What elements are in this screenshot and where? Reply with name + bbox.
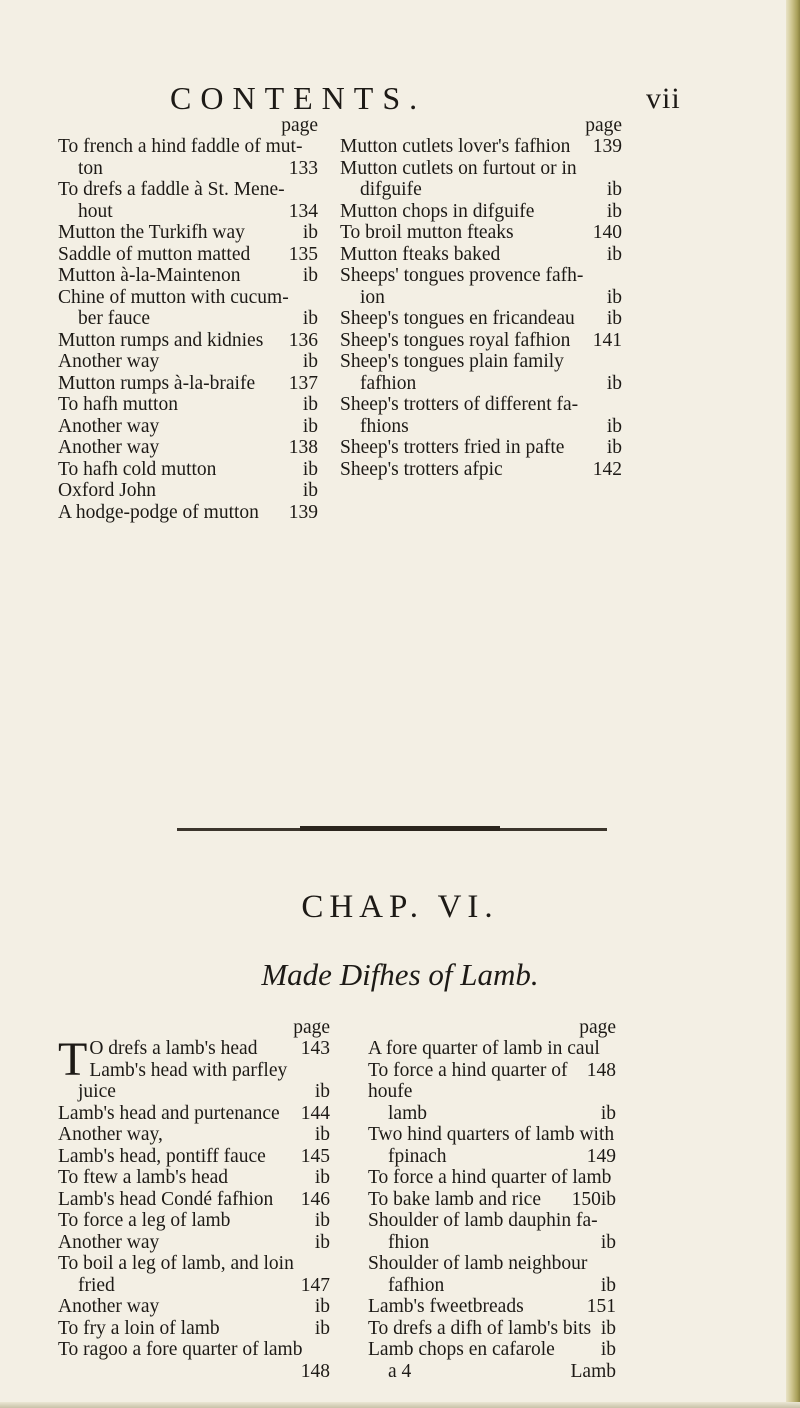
contents-entry bbox=[58, 1124, 330, 1146]
entry-title-text: fafhion bbox=[360, 372, 417, 394]
divider-rule-thick bbox=[300, 826, 500, 831]
entry-page: ib bbox=[302, 394, 318, 415]
entry-page: 141 bbox=[592, 329, 622, 351]
entry-title-text: ber fauce bbox=[78, 308, 150, 329]
entry-title-text: fhion bbox=[388, 1231, 430, 1253]
contents-column-bottom-right bbox=[368, 1018, 616, 1382]
entry-title-text: Another way bbox=[58, 415, 160, 437]
contents-entry bbox=[340, 158, 622, 201]
entry-page: ib bbox=[302, 480, 318, 501]
entry-title-text: A fore quarter of lamb in caul bbox=[368, 1038, 600, 1059]
entry-title-line bbox=[368, 1296, 616, 1318]
entry-title-line bbox=[58, 1275, 330, 1297]
entry-title-text: Chine of mutton with cucum- bbox=[58, 286, 289, 308]
contents-entry bbox=[58, 1146, 330, 1168]
entry-page: ib bbox=[600, 1102, 616, 1124]
entry-title-text: Lamb's head Condé fafhion bbox=[58, 1188, 274, 1210]
header-title: CONTENTS. bbox=[170, 80, 427, 116]
entry-title-line bbox=[58, 1232, 330, 1254]
entry-title-text: Sheep's trotters afpic bbox=[340, 458, 503, 480]
entry-title-line bbox=[340, 373, 622, 395]
contents-entry bbox=[58, 244, 318, 266]
entry-title-text: Sheeps' tongues provence fafh- bbox=[340, 265, 584, 286]
contents-entry bbox=[368, 1318, 616, 1340]
entry-page: ib bbox=[600, 1274, 616, 1296]
entry-page: ib bbox=[606, 286, 622, 308]
contents-entry bbox=[58, 459, 318, 481]
contents-entry bbox=[340, 222, 622, 244]
entry-page: ib bbox=[600, 1339, 616, 1360]
entry-title-text: To force a leg of lamb bbox=[58, 1210, 231, 1231]
contents-entry bbox=[58, 416, 318, 438]
contents-column-bottom-left bbox=[58, 1018, 330, 1382]
entry-title bbox=[58, 1253, 330, 1275]
contents-entry bbox=[58, 1103, 330, 1125]
contents-entry bbox=[340, 394, 622, 437]
entry-title-line bbox=[340, 308, 622, 330]
entry-page: ib bbox=[606, 437, 622, 458]
entry-title-text: Oxford John bbox=[58, 480, 157, 501]
entry-title-text: Saddle of mutton matted bbox=[58, 243, 251, 265]
chapter-subtitle: Made Difhes of Lamb. bbox=[261, 957, 539, 992]
entry-title bbox=[58, 287, 318, 309]
contents-entry bbox=[340, 201, 622, 223]
entry-page: ib bbox=[302, 222, 318, 243]
entry-title-text: Mutton à-la-Maintenon bbox=[58, 265, 241, 286]
entry-title-line bbox=[58, 416, 318, 438]
entry-title-line bbox=[58, 1318, 330, 1340]
entry-title-text: To bake lamb and rice bbox=[368, 1188, 541, 1210]
page-column-label: page bbox=[579, 1017, 616, 1038]
entry-title-text: fhions bbox=[360, 415, 409, 437]
entry-title bbox=[340, 265, 622, 287]
entry-title-line bbox=[58, 201, 318, 223]
entry-title-text: fried bbox=[78, 1274, 115, 1296]
entry-title-line bbox=[58, 330, 318, 352]
entry-title-line bbox=[58, 265, 318, 287]
entry-title-text: Shoulder of lamb dauphin fa- bbox=[368, 1210, 598, 1231]
entry-page: ib bbox=[600, 1317, 616, 1339]
contents-entry bbox=[58, 1232, 330, 1254]
entry-title-text: To broil mutton fteaks bbox=[340, 222, 514, 243]
entry-title-text: Sheep's tongues en fricandeau bbox=[340, 308, 575, 329]
entry-title-line bbox=[58, 373, 318, 395]
entry-title-line bbox=[368, 1189, 616, 1211]
entry-title-line bbox=[368, 1275, 616, 1297]
entry-title-line bbox=[58, 1146, 330, 1168]
entry-title-text: To ftew a lamb's head bbox=[58, 1167, 229, 1188]
entry-title-line bbox=[58, 1124, 330, 1146]
entry-title-text: fpinach bbox=[388, 1145, 447, 1167]
entry-title bbox=[368, 1124, 616, 1146]
contents-entry bbox=[340, 459, 622, 481]
entry-title-text: Mutton rumps and kidnies bbox=[58, 329, 264, 351]
contents-entry bbox=[340, 136, 622, 158]
entry-title-text: ton bbox=[78, 157, 103, 179]
entry-page: 139 bbox=[592, 136, 622, 157]
entry-page: ib bbox=[314, 1231, 330, 1253]
entry-title-text: Lamb's head and purtenance bbox=[58, 1102, 280, 1124]
contents-entry bbox=[368, 1060, 616, 1125]
entry-page: ib bbox=[314, 1296, 330, 1317]
entry-title-line bbox=[58, 244, 318, 266]
contents-entry bbox=[340, 308, 622, 330]
entry-title-text: difguife bbox=[360, 179, 422, 200]
contents-entry bbox=[58, 1253, 330, 1296]
entry-title-line bbox=[58, 394, 318, 416]
entry-title-text: Sheep's tongues plain family bbox=[340, 351, 564, 372]
page-edge-bottom bbox=[0, 1402, 800, 1408]
header-page-number: vii bbox=[646, 82, 681, 115]
entry-title bbox=[340, 394, 622, 416]
contents-entry bbox=[58, 1189, 330, 1211]
contents-entry bbox=[58, 1060, 330, 1103]
entry-title-text: Lamb's head, pontiff fauce bbox=[58, 1145, 266, 1167]
entry-page: ib bbox=[302, 265, 318, 286]
entry-title bbox=[58, 1038, 330, 1060]
entry-title-line bbox=[340, 416, 622, 438]
entry-title-text: To hafh mutton bbox=[58, 394, 178, 415]
entry-page: 137 bbox=[288, 372, 318, 394]
entry-page: ib bbox=[314, 1081, 330, 1102]
entry-title-line bbox=[58, 1167, 330, 1189]
entry-page: ib bbox=[606, 415, 622, 437]
entry-title-line bbox=[58, 308, 318, 330]
entry-title-line bbox=[58, 480, 318, 502]
contents-entry bbox=[58, 394, 318, 416]
entry-title-line bbox=[368, 1146, 616, 1168]
entry-title-text: Another way bbox=[58, 1296, 160, 1317]
entry-title-line bbox=[58, 158, 318, 180]
entry-title-text: Mutton chops in difguife bbox=[340, 200, 535, 222]
entry-title-text: To boil a leg of lamb, and loin bbox=[58, 1253, 294, 1274]
contents-entry bbox=[58, 1210, 330, 1232]
entry-title-text: juice bbox=[78, 1081, 116, 1102]
running-header bbox=[0, 80, 800, 120]
contents-entry bbox=[58, 373, 318, 395]
entry-page: 150 bbox=[571, 1188, 601, 1210]
entry-title-line bbox=[58, 351, 318, 373]
page-column-label: page bbox=[293, 1017, 330, 1038]
entry-title-text: Mutton cutlets lover's fafhion bbox=[340, 136, 571, 157]
entry-page: ib bbox=[606, 308, 622, 329]
entry-title-text: Lamb chops en cafarole bbox=[368, 1339, 555, 1360]
entry-page: 135 bbox=[288, 243, 318, 265]
entry-title bbox=[58, 1339, 330, 1382]
entry-title-text: ion bbox=[360, 286, 385, 308]
entry-title-line bbox=[58, 1296, 330, 1318]
contents-entry bbox=[368, 1253, 616, 1296]
entry-page: ib bbox=[600, 1188, 616, 1210]
entry-page: 143 bbox=[300, 1038, 330, 1059]
contents-entry bbox=[368, 1210, 616, 1253]
contents-entry bbox=[58, 480, 318, 502]
entry-title-line bbox=[368, 1103, 616, 1125]
contents-entry bbox=[58, 1318, 330, 1340]
entry-title-line bbox=[340, 437, 622, 459]
contents-entry bbox=[58, 179, 318, 222]
contents-entry bbox=[58, 222, 318, 244]
entry-page: ib bbox=[606, 243, 622, 265]
contents-column-top-right bbox=[340, 116, 622, 480]
entry-title-text: Sheep's tongues royal fafhion bbox=[340, 329, 571, 351]
entry-page: 144 bbox=[300, 1102, 330, 1124]
entry-title-text: fafhion bbox=[388, 1274, 445, 1296]
entry-page: ib bbox=[606, 200, 622, 222]
entry-title-line bbox=[58, 437, 318, 459]
entry-title-text: Mutton cutlets on furtout or in bbox=[340, 157, 577, 179]
signature-mark: a 4 bbox=[388, 1360, 412, 1382]
entry-title bbox=[340, 351, 622, 373]
entry-title-line bbox=[340, 179, 622, 201]
entry-title-text: Another way, bbox=[58, 1124, 163, 1145]
contents-entry bbox=[58, 437, 318, 459]
entry-title bbox=[58, 1103, 330, 1125]
entry-title-text: To hafh cold mutton bbox=[58, 458, 217, 480]
page-column-label: page bbox=[585, 115, 622, 136]
entry-page: 149 bbox=[586, 1145, 616, 1167]
page-column-label: page bbox=[281, 115, 318, 136]
entry-title-text: Another way bbox=[58, 1231, 160, 1253]
entry-title-text: To drefs a difh of lamb's bits bbox=[368, 1317, 592, 1339]
entry-title-text: O drefs a lamb's head bbox=[89, 1038, 258, 1059]
contents-entry bbox=[58, 1167, 330, 1189]
entry-page: ib bbox=[314, 1317, 330, 1339]
contents-entry bbox=[340, 265, 622, 308]
entry-title-line bbox=[340, 201, 622, 223]
entry-title-text: Shoulder of lamb neighbour bbox=[368, 1253, 588, 1274]
contents-entry bbox=[368, 1339, 616, 1361]
entry-page: 134 bbox=[288, 200, 318, 222]
entry-title-line bbox=[58, 1210, 330, 1232]
entry-page: 147 bbox=[300, 1274, 330, 1296]
contents-entry bbox=[340, 244, 622, 266]
entry-page: 145 bbox=[300, 1145, 330, 1167]
contents-entry bbox=[58, 351, 318, 373]
entry-title bbox=[368, 1253, 616, 1275]
entry-title-text: To drefs a faddle à St. Mene- bbox=[58, 179, 285, 200]
entry-title-text: Sheep's trotters fried in pafte bbox=[340, 437, 565, 458]
entry-page: 146 bbox=[300, 1188, 330, 1210]
entry-page: 139 bbox=[288, 501, 318, 523]
contents-entry bbox=[58, 136, 318, 179]
entry-page: 136 bbox=[288, 329, 318, 351]
entry-title-line bbox=[58, 502, 318, 524]
contents-entry bbox=[368, 1189, 616, 1211]
contents-entry bbox=[58, 1296, 330, 1318]
entry-title-line bbox=[58, 1081, 330, 1103]
entry-title-text: Lamb's head with parfley bbox=[89, 1059, 288, 1081]
entry-title-line bbox=[58, 1189, 330, 1211]
entry-title-line bbox=[340, 244, 622, 266]
entry-page: 138 bbox=[288, 437, 318, 458]
entry-title-text: To force a hind quarter of houfe bbox=[368, 1059, 568, 1102]
entry-title bbox=[340, 136, 622, 158]
entry-title-line bbox=[368, 1232, 616, 1254]
contents-entry bbox=[340, 330, 622, 352]
entry-title-text: Lamb's fweetbreads bbox=[368, 1296, 524, 1317]
entry-title-text: Two hind quarters of lamb with bbox=[368, 1124, 615, 1145]
chapter-heading: CHAP. VI. bbox=[301, 889, 499, 925]
entry-title bbox=[368, 1060, 616, 1103]
entry-title-text: Sheep's trotters of different fa- bbox=[340, 394, 579, 415]
entry-title bbox=[58, 136, 318, 158]
entry-title-text: Mutton fteaks baked bbox=[340, 243, 501, 265]
entry-page: ib bbox=[606, 179, 622, 200]
entry-page: 151 bbox=[586, 1296, 616, 1317]
entry-title-text: Mutton the Turkifh way bbox=[58, 222, 245, 243]
entry-title-text: To force a hind quarter of lamb bbox=[368, 1167, 612, 1188]
entry-page: ib bbox=[302, 351, 318, 372]
entry-title-text: Another way bbox=[58, 437, 160, 458]
contents-entry bbox=[340, 351, 622, 394]
entry-page: 140 bbox=[592, 222, 622, 243]
contents-entry bbox=[58, 330, 318, 352]
entry-page: ib bbox=[314, 1124, 330, 1145]
contents-column-top-left bbox=[58, 116, 318, 523]
contents-entry bbox=[58, 1339, 330, 1382]
entry-page: 142 bbox=[592, 458, 622, 480]
entry-page: ib bbox=[600, 1231, 616, 1253]
entry-title-line bbox=[58, 459, 318, 481]
contents-entry bbox=[340, 437, 622, 459]
entry-title-text: To fry a loin of lamb bbox=[58, 1317, 220, 1339]
drop-cap: T bbox=[58, 1033, 88, 1086]
contents-entry bbox=[58, 502, 318, 524]
entry-title-text: Mutton rumps à-la-braife bbox=[58, 372, 256, 394]
entry-title-line bbox=[340, 459, 622, 481]
entry-title-line bbox=[340, 222, 622, 244]
contents-entry bbox=[368, 1296, 616, 1318]
entry-title-text: To french a hind faddle of mut- bbox=[58, 136, 303, 157]
entry-page: 148 bbox=[300, 1360, 330, 1382]
contents-entry bbox=[58, 265, 318, 287]
entry-title bbox=[368, 1318, 616, 1340]
entry-title-line bbox=[58, 222, 318, 244]
entry-title bbox=[368, 1210, 616, 1232]
entry-page: ib bbox=[314, 1210, 330, 1231]
entry-title bbox=[58, 179, 318, 201]
entry-page: ib bbox=[314, 1167, 330, 1188]
entry-page: ib bbox=[606, 372, 622, 394]
entry-page: ib bbox=[302, 415, 318, 437]
entry-title-text: Another way bbox=[58, 351, 160, 372]
entry-title bbox=[340, 158, 622, 180]
entry-title bbox=[58, 1060, 330, 1082]
entry-page: 148 bbox=[586, 1059, 616, 1081]
entry-page: ib bbox=[302, 458, 318, 480]
entry-title-text: hout bbox=[78, 200, 113, 222]
catchword: Lamb bbox=[570, 1360, 616, 1382]
entry-title-text: A hodge-podge of mutton bbox=[58, 501, 259, 523]
entry-title-line bbox=[368, 1339, 616, 1361]
entry-title-line bbox=[340, 287, 622, 309]
contents-entry bbox=[368, 1124, 616, 1167]
entry-page: ib bbox=[302, 308, 318, 329]
entry-title-text: lamb bbox=[388, 1102, 427, 1124]
entry-title bbox=[340, 330, 622, 352]
entry-title-text: To ragoo a fore quarter of lamb bbox=[58, 1339, 303, 1360]
page-edge bbox=[786, 0, 800, 1408]
contents-entry bbox=[58, 287, 318, 330]
entry-page: 133 bbox=[288, 157, 318, 179]
